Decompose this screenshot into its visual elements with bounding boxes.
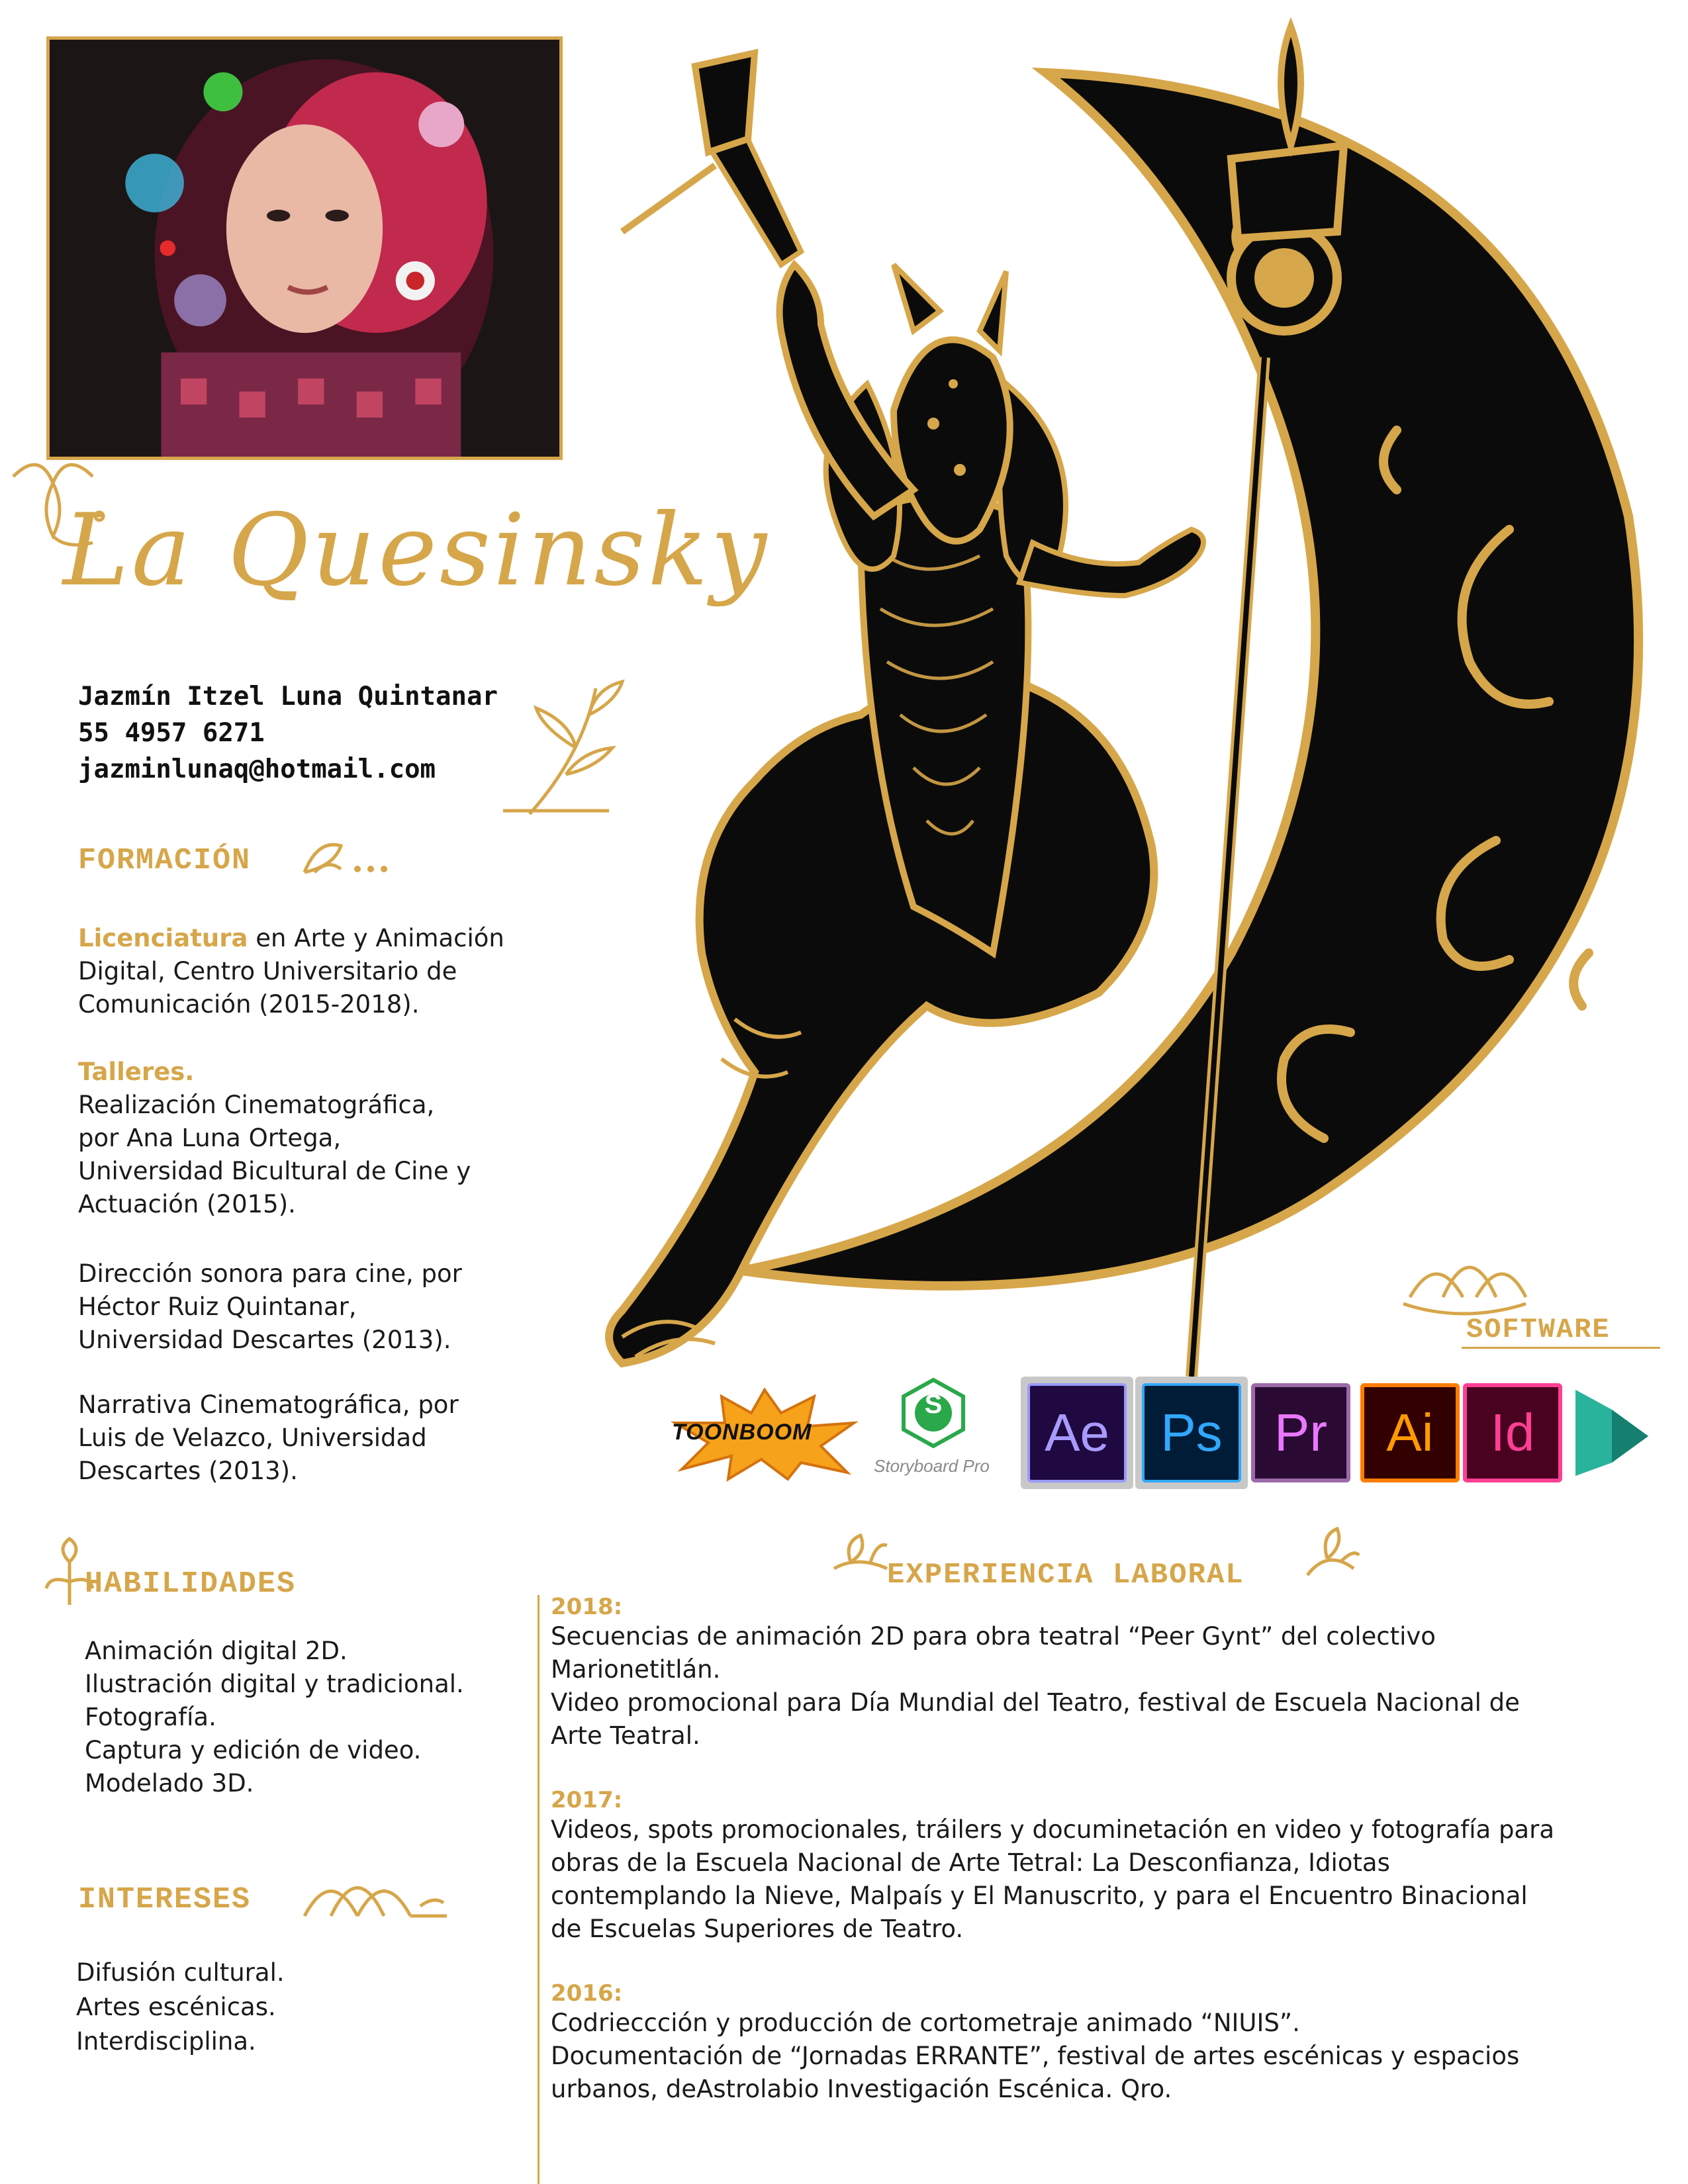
list-item: Difusión cultural. — [76, 1958, 285, 1987]
list-item: Interdisciplina. — [76, 2027, 256, 2056]
portrait-illustration — [50, 40, 559, 457]
experience-line: de Escuelas Superiores de Teatro. — [551, 1915, 964, 1943]
contact-name: Jazmín Itzel Luna Quintanar — [78, 682, 498, 711]
section-title-habilidades: HABILIDADES — [85, 1567, 297, 1601]
list-item: Captura y edición de video. — [85, 1736, 422, 1764]
leaf-sprig-left-icon — [831, 1529, 890, 1582]
profile-photo — [46, 36, 563, 460]
taller-line: Universidad Bicultural de Cine y — [78, 1157, 471, 1185]
storyboard-label: Storyboard Pro — [874, 1456, 990, 1476]
experience-line: Codrieccción y producción de cortometraje animado “NIUIS”. — [551, 2009, 1300, 2037]
software-underline — [1462, 1347, 1660, 1349]
taller-3 — [78, 1388, 581, 1488]
toonboom-logo — [669, 1383, 861, 1482]
indesign-icon: Id — [1463, 1383, 1562, 1482]
taller-line: Héctor Ruiz Quintanar, — [78, 1293, 357, 1321]
lotus-flower-icon — [1397, 1238, 1529, 1324]
leaf-sprig-right-icon — [1301, 1522, 1360, 1582]
habilidades-list — [85, 1635, 561, 1800]
taller-line: Actuación (2015). — [78, 1190, 296, 1218]
toonboom-label: TOONBOOM — [672, 1420, 812, 1445]
experience-line: Videos, spots promocionales, tráilers y documinetación en video y fotografía para — [551, 1815, 1554, 1844]
taller-2 — [78, 1257, 581, 1357]
experiencia-list — [551, 1594, 1676, 2106]
experience-entry-2016 — [551, 1980, 1676, 2106]
experience-line: Arte Teatral. — [551, 1721, 700, 1750]
degree-line: en Arte y Animación — [256, 924, 504, 952]
taller-line: Narrativa Cinematográfica, por — [78, 1390, 459, 1419]
after-effects-icon: Ae — [1027, 1383, 1127, 1482]
contact-email: jazminlunaq@hotmail.com — [78, 754, 436, 784]
list-item: Modelado 3D. — [85, 1769, 254, 1797]
experience-line: Secuencias de animación 2D para obra teatral “Peer Gynt” del colectivo — [551, 1622, 1436, 1651]
experience-line: urbanos, deAstrolabio Investigación Escénica. Qro. — [551, 2075, 1172, 2103]
section-title-formacion: FORMACIÓN — [78, 844, 252, 878]
experience-entry-2017 — [551, 1787, 1676, 1946]
taller-line: Descartes (2013). — [78, 1457, 298, 1485]
taller-line: Universidad Descartes (2013). — [78, 1326, 451, 1354]
storyboard-pro-logo — [870, 1377, 1003, 1482]
experience-line: Video promocional para Día Mundial del Teatro, festival de Escuela Nacional de — [551, 1688, 1520, 1717]
experience-entry-2018 — [551, 1594, 1676, 1752]
experience-year: 2016: — [551, 1980, 623, 2007]
experience-line: contemplando la Nieve, Malpaís y El Manuscrito, y para el Encuentro Binacional — [551, 1882, 1528, 1910]
formacion-degree — [78, 922, 581, 1021]
intereses-list — [76, 1956, 553, 2059]
taller-line: por Ana Luna Ortega, — [78, 1124, 342, 1152]
photoshop-icon: Ps — [1142, 1383, 1241, 1482]
degree-highlight: Licenciatura — [78, 924, 248, 952]
section-title-experiencia: EXPERIENCIA LABORAL — [887, 1559, 1244, 1592]
list-item: Ilustración digital y tradicional. — [85, 1670, 464, 1698]
vertical-divider — [538, 1595, 539, 2184]
experience-line: Documentación de “Jornadas ERRANTE”, festival de artes escénicas y espacios — [551, 2042, 1520, 2070]
storyboard-icon-letter: S — [924, 1390, 943, 1419]
experience-year: 2017: — [551, 1787, 623, 1813]
premiere-icon: Pr — [1251, 1383, 1350, 1482]
experience-line: obras de la Escuela Nacional de Arte Tetral: La Desconfianza, Idiotas — [551, 1848, 1390, 1877]
moon-figure-illustration — [583, 13, 1681, 1390]
talleres-block — [78, 1056, 581, 1221]
experience-year: 2018: — [551, 1594, 623, 1620]
lotus-ornament-icon — [291, 1860, 450, 1926]
talleres-title: Talleres. — [78, 1058, 195, 1086]
section-title-intereses: INTERESES — [78, 1883, 252, 1917]
contact-phone: 55 4957 6271 — [78, 718, 265, 748]
list-item: Artes escénicas. — [76, 1993, 276, 2021]
taller-line: Realización Cinematográfica, — [78, 1091, 435, 1119]
taller-line: Dirección sonora para cine, por — [78, 1259, 462, 1288]
maya-3d-icon — [1569, 1383, 1655, 1482]
experience-line: Marionetitlán. — [551, 1655, 721, 1684]
taller-line: Luis de Velazco, Universidad — [78, 1424, 427, 1452]
degree-line: Comunicación (2015-2018). — [78, 990, 420, 1019]
illustrator-icon: Ai — [1360, 1383, 1460, 1482]
brand-signature: La Quesinsky — [63, 493, 770, 608]
list-item: Fotografía. — [85, 1703, 216, 1731]
leaf-ornament-icon — [301, 833, 394, 879]
degree-line: Digital, Centro Universitario de — [78, 957, 457, 985]
section-title-software: SOFTWARE — [1466, 1314, 1611, 1345]
list-item: Animación digital 2D. — [85, 1637, 348, 1665]
